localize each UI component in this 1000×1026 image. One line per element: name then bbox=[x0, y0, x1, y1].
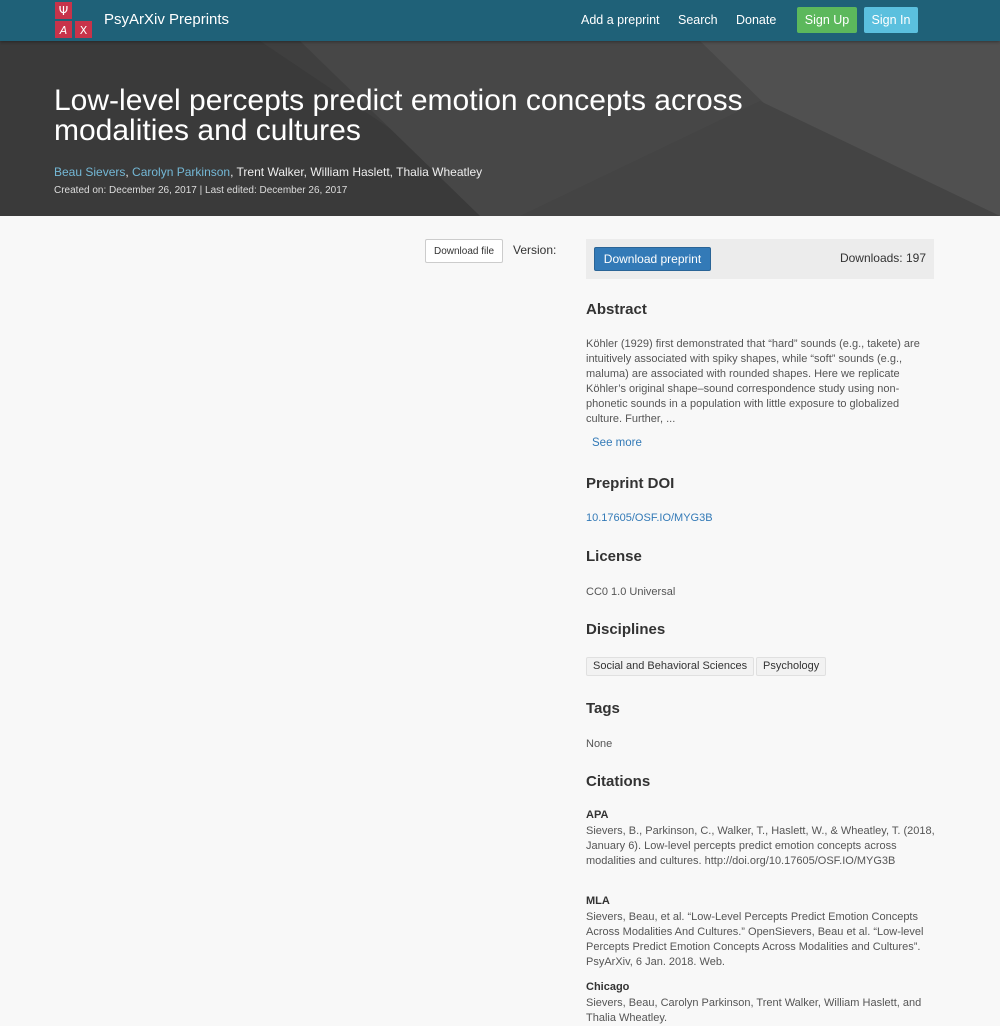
psyarxiv-logo[interactable] bbox=[55, 2, 92, 38]
citation-text-chicago: Sievers, Beau, Carolyn Parkinson, Trent Walker, William Haslett, and Thalia Wheatley. bbox=[586, 997, 922, 1024]
top-navbar bbox=[0, 0, 1000, 41]
nav-add-preprint-link[interactable]: Add a preprint bbox=[581, 13, 660, 27]
citation-label-apa: APA bbox=[586, 809, 609, 821]
created-edited-dates: Created on: December 26, 2017 | Last edited: December 26, 2017 bbox=[54, 185, 348, 196]
discipline-chip[interactable]: Psychology bbox=[756, 657, 826, 676]
license-heading: License bbox=[586, 548, 642, 565]
download-preprint-button[interactable]: Download preprint bbox=[594, 247, 711, 271]
abstract-heading: Abstract bbox=[586, 301, 647, 318]
svg-text:A: A bbox=[59, 24, 68, 37]
abstract-text: Köhler (1929) first demonstrated that “hard” sounds (e.g., takete) are intuitively associated with spiky shapes, while “soft” sounds (e.g., maluma) are associated with rounded shapes. Here we replicate Köhler’s original shape–sound correspondence study using non-phonetic sounds in a population with little exposure to globalized culture. Further, ... bbox=[586, 338, 920, 425]
citation-label-chicago: Chicago bbox=[586, 981, 630, 993]
svg-text:Ψ: Ψ bbox=[58, 4, 69, 18]
discipline-chip[interactable]: Social and Behavioral Sciences bbox=[586, 657, 754, 676]
brand-name[interactable]: PsyArXiv Preprints bbox=[104, 11, 230, 28]
sign-in-button[interactable]: Sign In bbox=[864, 7, 918, 33]
tags-value: None bbox=[586, 738, 613, 750]
disciplines-heading: Disciplines bbox=[586, 621, 666, 638]
downloads-count: Downloads: 197 bbox=[839, 251, 926, 265]
author-link[interactable]: Beau Sievers bbox=[54, 165, 126, 179]
nav-search-link[interactable]: Search bbox=[678, 13, 718, 27]
version-label: Version: bbox=[513, 243, 557, 257]
author-list: Beau Sievers, Carolyn Parkinson, Trent Walker, William Haslett, Thalia Wheatley bbox=[54, 165, 483, 179]
nav-donate-link[interactable]: Donate bbox=[736, 13, 777, 27]
sign-up-button[interactable]: Sign Up bbox=[797, 7, 857, 33]
svg-text:X: X bbox=[79, 24, 88, 37]
citations-heading: Citations bbox=[586, 773, 651, 790]
doi-link[interactable]: 10.17605/OSF.IO/MYG3B bbox=[586, 512, 713, 524]
download-file-button[interactable]: Download file bbox=[425, 239, 503, 263]
citation-label-mla: MLA bbox=[586, 895, 610, 907]
download-panel bbox=[586, 239, 934, 279]
see-more-link[interactable]: See more bbox=[592, 437, 642, 449]
author-names: Trent Walker, William Haslett, Thalia Wheatley bbox=[236, 165, 483, 179]
preprint-header bbox=[0, 41, 1000, 216]
preprint-title: Low-level percepts predict emotion concepts across modalities and cultures bbox=[54, 84, 743, 147]
citation-text-apa: Sievers, B., Parkinson, C., Walker, T., Haslett, W., & Wheatley, T. (2018, January 6). Low-level percepts predict emotion concepts across modalities and cultures. http://doi.org/10.17605/OSF.IO/MYG3B bbox=[586, 825, 935, 867]
tags-heading: Tags bbox=[586, 700, 620, 717]
license-value: CC0 1.0 Universal bbox=[586, 586, 676, 598]
doi-heading: Preprint DOI bbox=[586, 475, 675, 492]
author-link[interactable]: Carolyn Parkinson bbox=[132, 165, 231, 179]
citation-text-mla: Sievers, Beau, et al. “Low-Level Percepts Predict Emotion Concepts Across Modalities And Cultures.” OpenSievers, Beau et al. “Low-level Percepts Predict Emotion Concepts Across Modalities and Cultures”. PsyArXiv, 6 Jan. 2018. Web. bbox=[586, 911, 924, 968]
